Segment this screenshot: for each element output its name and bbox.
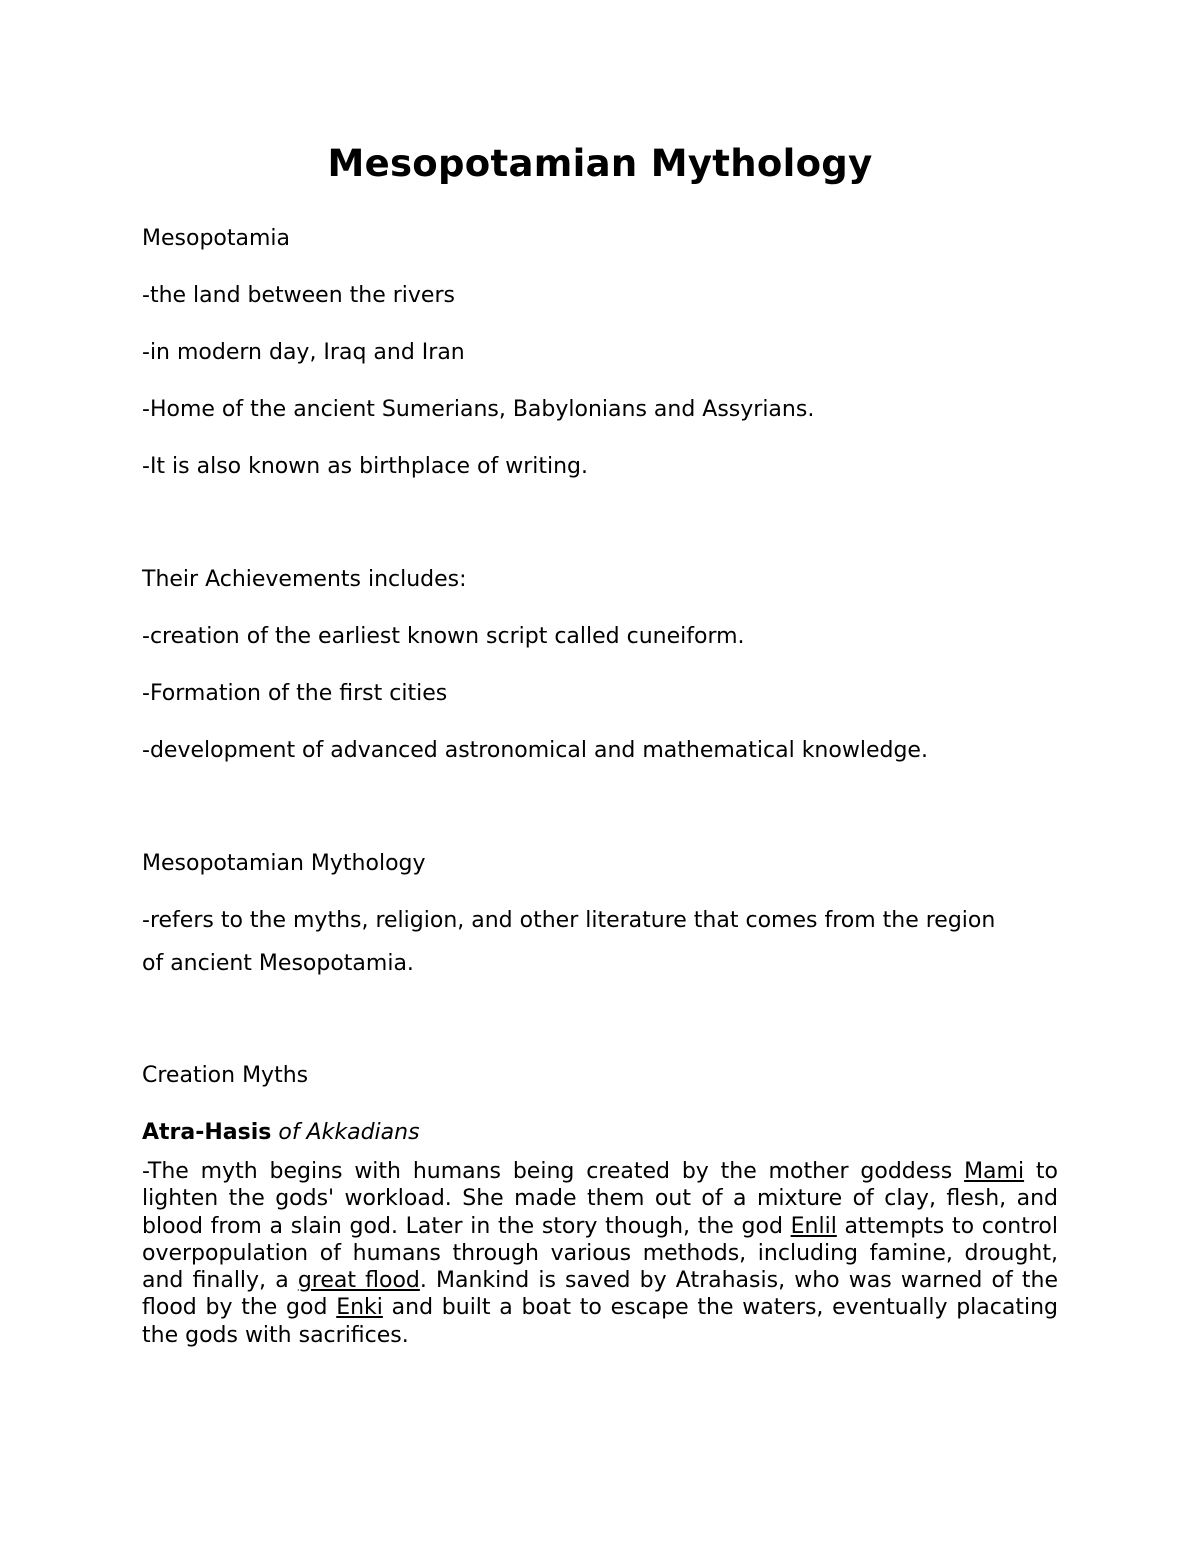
document-title: Mesopotamian Mythology <box>327 142 873 185</box>
link-mami[interactable]: Mami <box>964 1159 1025 1184</box>
paragraph-text: . Mankind is saved by Atrahasis, who was warned of the flood by the god <box>142 1268 1058 1321</box>
section-heading-mythology: Mesopotamian Mythology <box>142 851 426 876</box>
myth-subheading <box>142 1118 1062 1148</box>
link-great-flood[interactable]: great flood <box>297 1268 420 1294</box>
section-heading-achievements: Their Achievements includes: <box>142 567 467 592</box>
list-item: -in modern day, Iraq and Iran <box>142 340 465 365</box>
list-item: -Home of the ancient Sumerians, Babylonians and Assyrians. <box>142 397 815 422</box>
paragraph-text: and built a boat to escape the waters, eventually placating the gods with sacrifices. <box>142 1295 1058 1348</box>
myth-paragraph <box>142 1158 1058 1349</box>
list-item: -It is also known as birthplace of writing. <box>142 454 588 479</box>
section-heading-creation: Creation Myths <box>142 1063 309 1088</box>
definition-line-2: of ancient Mesopotamia. <box>142 951 414 976</box>
myth-origin: of Akkadians <box>278 1120 420 1145</box>
section-heading-mesopotamia: Mesopotamia <box>142 226 290 251</box>
paragraph-text: to lighten the gods' workload. She made them out of a mixture of clay, flesh, and blood from a slain god. Later in the story though, the god <box>142 1159 1058 1239</box>
list-item: -creation of the earliest known script called cuneiform. <box>142 624 745 649</box>
myth-title: Atra-Hasis <box>142 1120 272 1145</box>
definition-line-1: -refers to the myths, religion, and other literature that comes from the region <box>142 908 996 933</box>
paragraph-text: -The myth begins with humans being created by the mother goddess <box>142 1159 965 1184</box>
link-enlil[interactable]: Enlil <box>790 1213 837 1239</box>
list-item: -the land between the rivers <box>142 283 455 308</box>
list-item: -development of advanced astronomical and mathematical knowledge. <box>142 738 928 763</box>
list-item: -Formation of the first cities <box>142 681 448 706</box>
link-enki[interactable]: Enki <box>336 1295 383 1321</box>
paragraph-text: attempts to control overpopulation of humans through various methods, including famine, drought, and finally, a <box>142 1213 1059 1294</box>
